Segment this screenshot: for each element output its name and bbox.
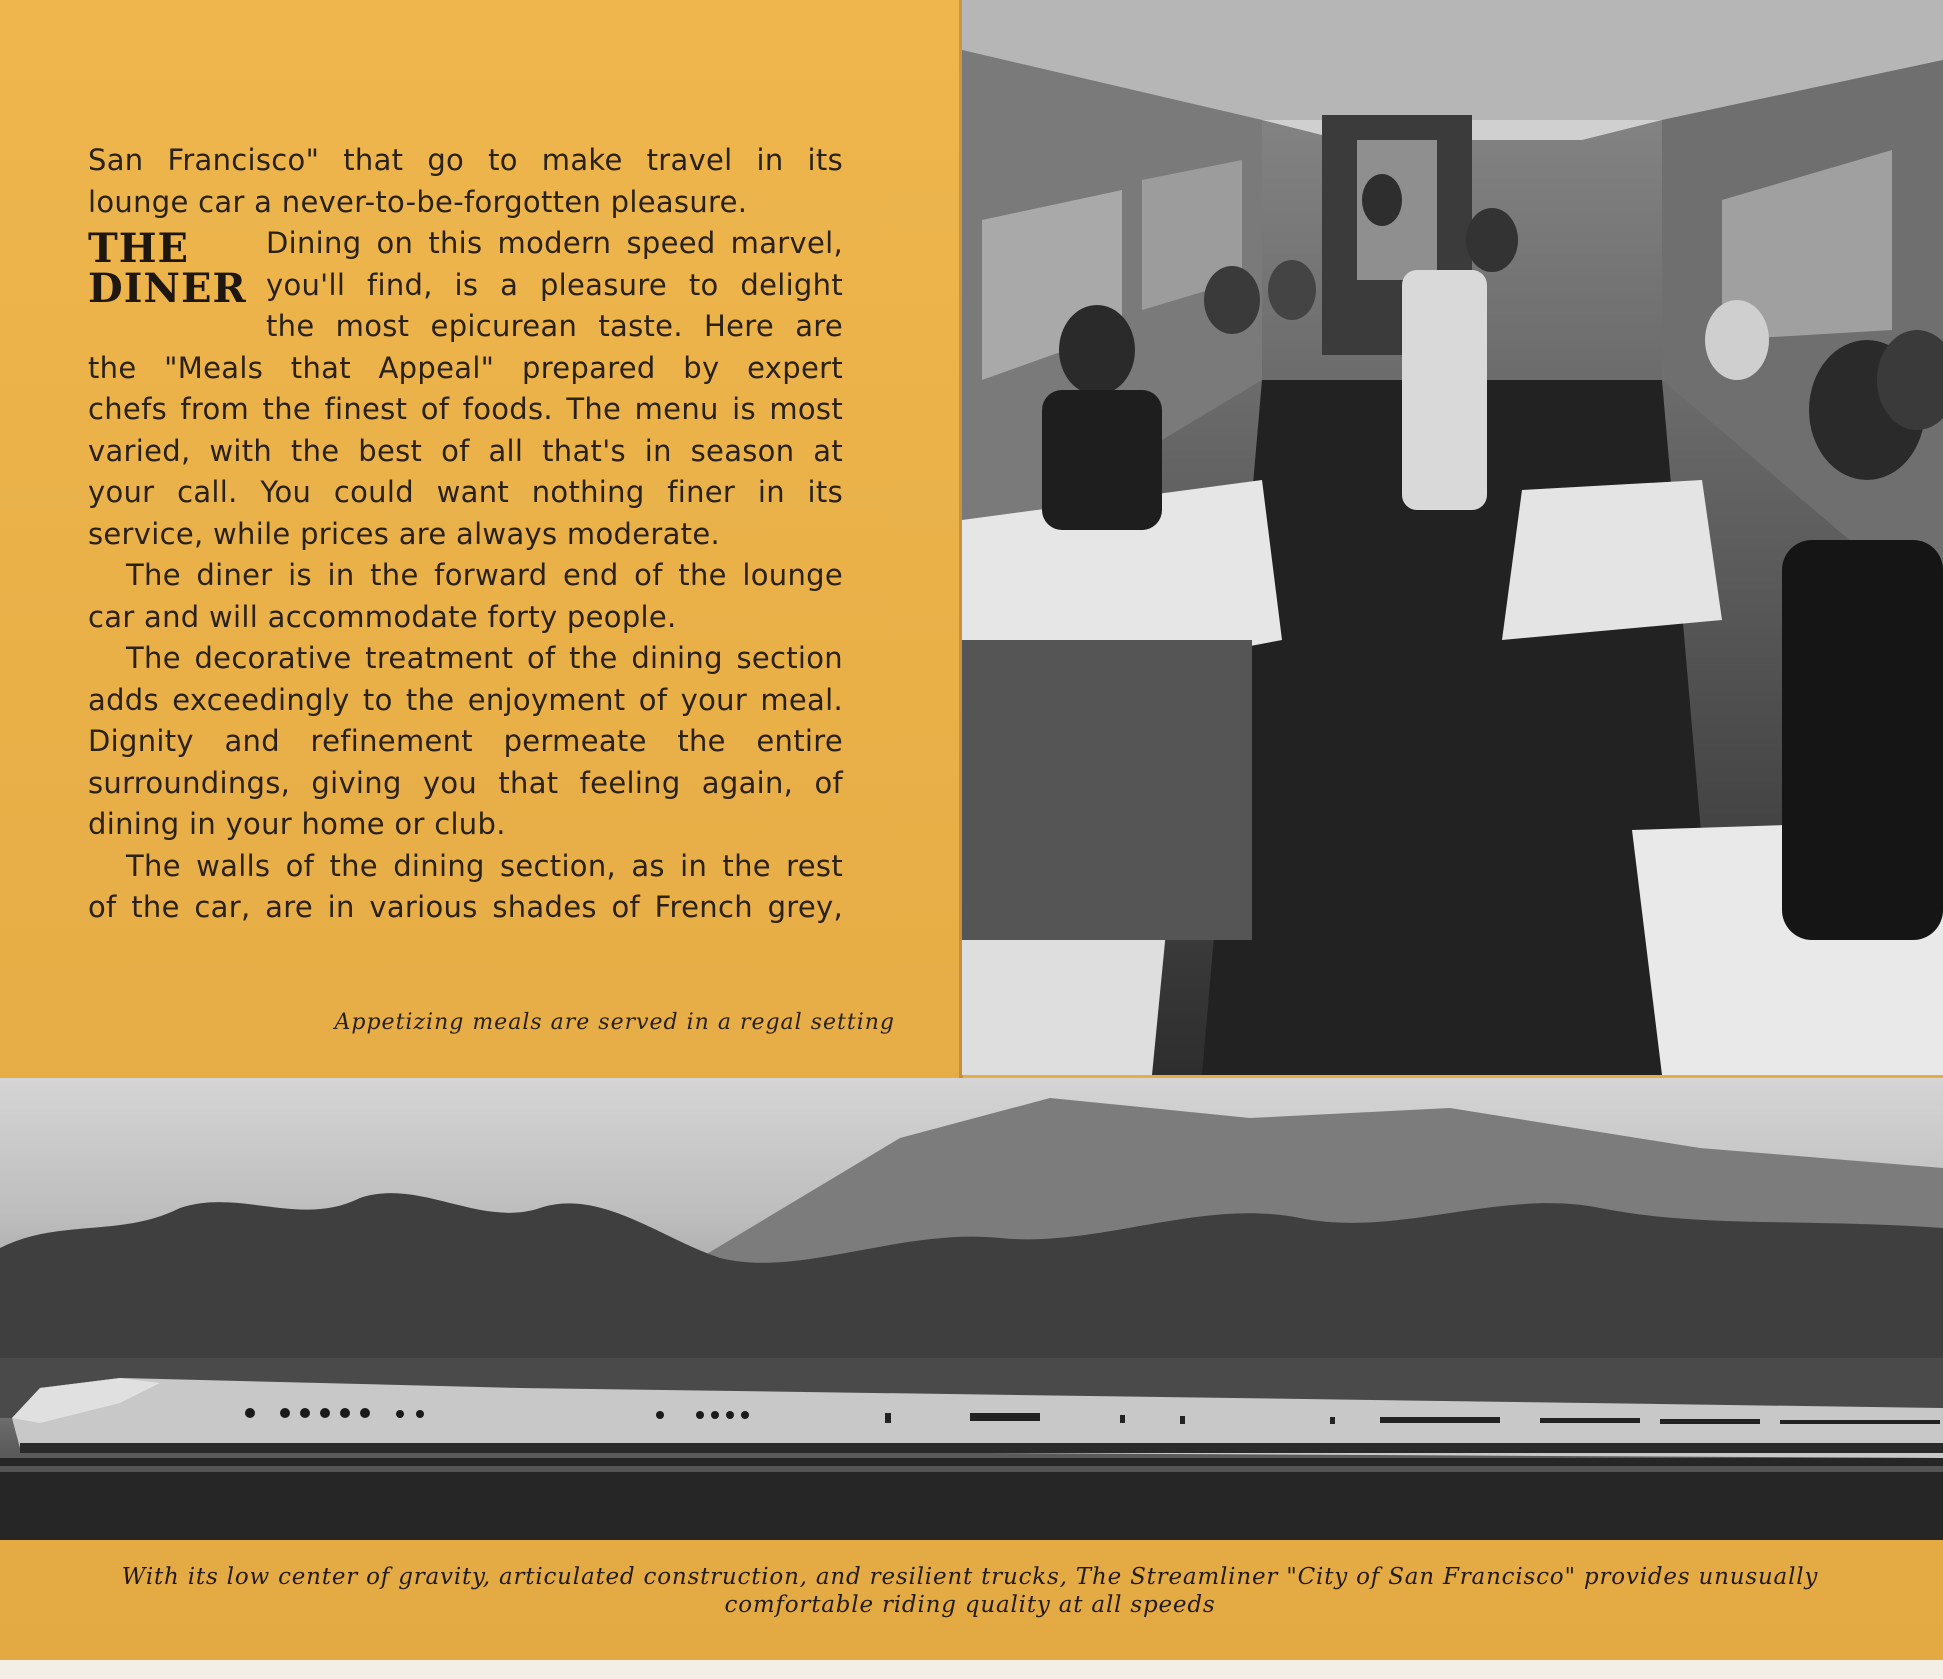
intro-paragraph	[88, 140, 843, 223]
section-heading	[88, 225, 256, 312]
text-line: The decorative treatment of the dining section	[126, 641, 843, 675]
diner-paragraph	[88, 223, 843, 555]
caption-line: With its low center of gravity, articulated construction, and resilient trucks, The Streamliner "City of San Francisco" provides unusually	[121, 1564, 1819, 1590]
walls-paragraph	[88, 846, 843, 929]
text-line: dining in your home or club.	[88, 807, 506, 841]
streamliner-photo	[0, 1078, 1943, 1540]
text-line: service, while prices are always moderate.	[88, 516, 720, 551]
heading-line: THE	[88, 225, 190, 272]
dining-car-photo	[962, 0, 1943, 1075]
caption-line: comfortable riding quality at all speeds	[724, 1592, 1216, 1618]
text-line: you'll find, is a pleasure to delight	[266, 267, 843, 302]
text-line: The walls of the dining section, as in the rest	[126, 848, 843, 883]
text-line: lounge car a never-to-be-forgotten pleasure.	[88, 184, 748, 219]
text-line: adds exceedingly to the enjoyment of your meal.	[88, 682, 843, 717]
body-text-column	[88, 140, 843, 929]
text-line: The diner is in the forward end of the lounge	[126, 558, 843, 592]
dining-photo-caption: Appetizing meals are served in a regal setting	[334, 1010, 895, 1035]
forward-end-paragraph	[88, 555, 843, 638]
text-line: your call. You could want nothing finer in its	[88, 475, 843, 509]
heading-line: DINER	[88, 265, 247, 312]
text-line: varied, with the best of all that's in season at	[88, 433, 843, 468]
text-line: car and will accommodate forty people.	[88, 599, 677, 634]
text-line: the "Meals that Appeal" prepared by expert	[88, 350, 843, 385]
text-line: surroundings, giving you that feeling again, of	[88, 765, 843, 800]
text-line: Dining on this modern speed marvel,	[266, 226, 843, 260]
page-bottom-edge	[0, 1660, 1943, 1679]
text-line: Dignity and refinement permeate the entire	[88, 724, 843, 758]
decorative-treatment-paragraph	[88, 638, 843, 846]
text-line: of the car, are in various shades of French grey,	[88, 890, 843, 924]
text-line: chefs from the finest of foods. The menu is most	[88, 392, 843, 426]
train-photo-caption	[80, 1563, 1860, 1619]
text-line: San Francisco" that go to make travel in its	[88, 143, 843, 177]
text-line: the most epicurean taste. Here are	[266, 309, 843, 343]
